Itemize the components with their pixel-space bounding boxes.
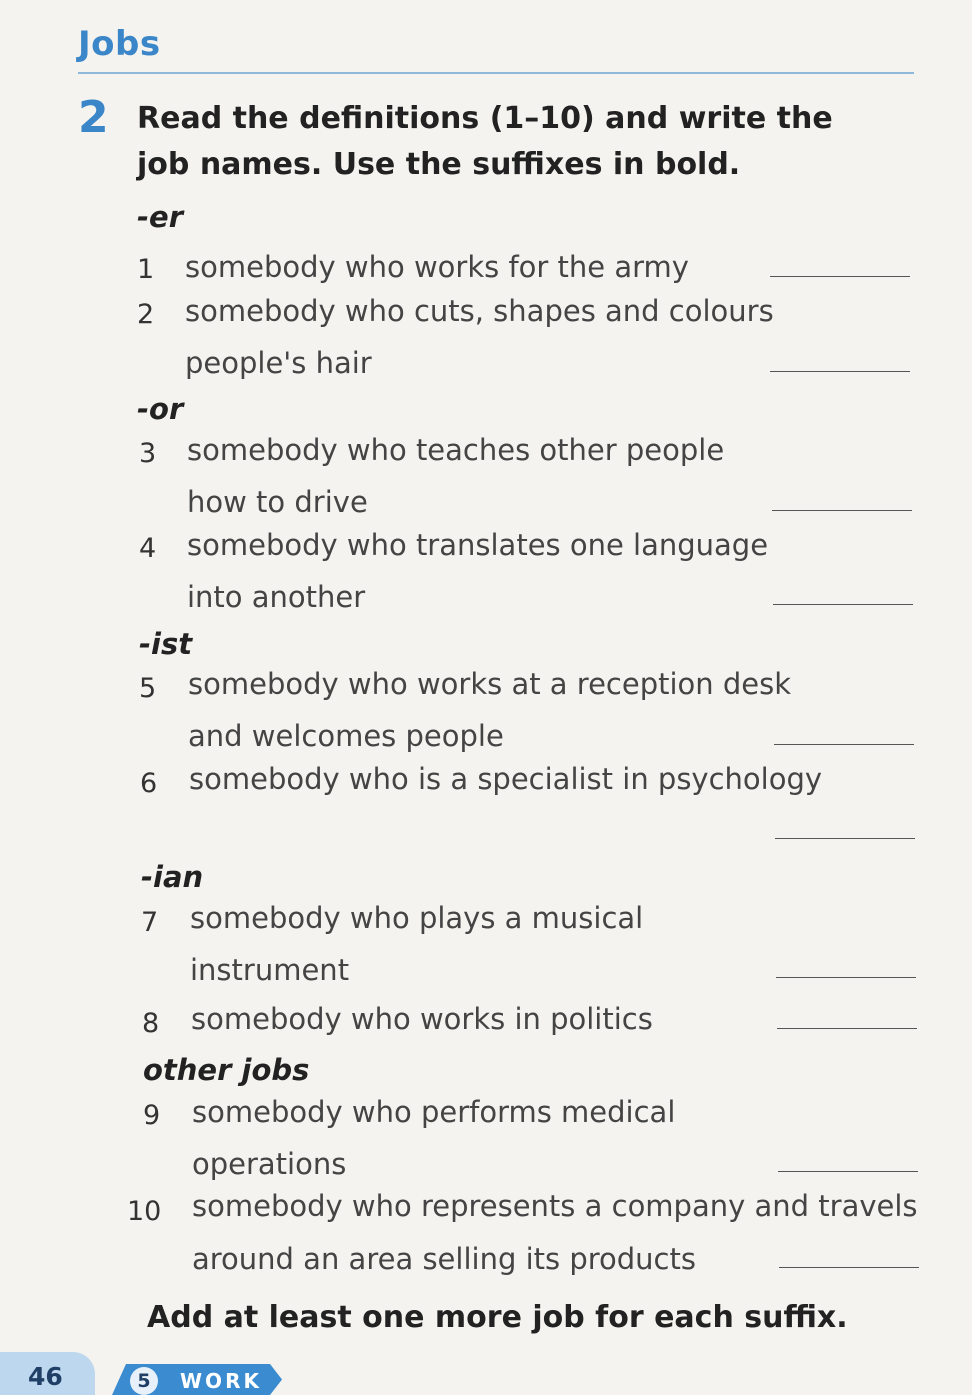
section-title: Jobs — [78, 24, 161, 64]
answer-blank-10[interactable] — [779, 1267, 919, 1268]
exercise-instruction: Read the definitions (1–10) and write the job names. Use the suffixes in bold. — [137, 101, 833, 182]
definition-1: somebody who works for the army — [185, 250, 689, 284]
definition-7-line-1: somebody who plays a musical — [190, 901, 644, 935]
item-number-1: 1 — [137, 254, 155, 285]
follow-up-instruction: Add at least one more job for each suffix. — [147, 1300, 848, 1335]
item-number-9: 9 — [143, 1100, 161, 1131]
definition-5-line-2: and welcomes people — [188, 719, 504, 753]
item-number-6: 6 — [140, 768, 158, 799]
definition-6: somebody who is a specialist in psychology — [189, 762, 823, 796]
suffix-heading-ian: -ian — [141, 860, 204, 894]
suffix-heading-or: -or — [137, 392, 184, 426]
definition-2-line-2: people's hair — [185, 346, 372, 380]
suffix-heading-er: -er — [137, 200, 184, 234]
definition-3-line-1: somebody who teaches other people — [187, 433, 725, 467]
unit-number: 5 — [130, 1367, 158, 1395]
answer-blank-5[interactable] — [774, 744, 914, 745]
definition-7-line-2: instrument — [190, 953, 350, 987]
exercise-number: 2 — [78, 92, 109, 143]
definition-4-line-1: somebody who translates one language — [187, 528, 769, 562]
definition-10-line-1: somebody who represents a company and travels — [192, 1189, 918, 1223]
definition-3-line-2: how to drive — [187, 485, 368, 519]
answer-blank-8[interactable] — [777, 1028, 917, 1029]
item-number-10: 10 — [127, 1196, 162, 1227]
unit-title: WORK — [180, 1369, 262, 1393]
item-number-3: 3 — [139, 438, 157, 469]
suffix-heading-other-jobs: other jobs — [143, 1053, 310, 1087]
item-number-2: 2 — [137, 299, 155, 330]
item-number-4: 4 — [139, 533, 157, 564]
definition-10-line-2: around an area selling its products — [192, 1242, 696, 1276]
page-number: 46 — [28, 1362, 63, 1391]
heading-divider — [78, 72, 914, 74]
answer-blank-4[interactable] — [773, 604, 913, 605]
answer-blank-7[interactable] — [776, 977, 916, 978]
item-number-8: 8 — [142, 1008, 160, 1039]
definition-2-line-1: somebody who cuts, shapes and colours — [185, 294, 774, 328]
definition-9-line-1: somebody who performs medical — [192, 1095, 676, 1129]
suffix-heading-ist: -ist — [139, 627, 193, 661]
definition-5-line-1: somebody who works at a reception desk — [188, 667, 792, 701]
answer-blank-9[interactable] — [778, 1171, 918, 1172]
item-number-7: 7 — [141, 907, 159, 938]
definition-4-line-2: into another — [187, 580, 366, 614]
answer-blank-2[interactable] — [770, 371, 910, 372]
answer-blank-6[interactable] — [775, 838, 915, 839]
definition-8: somebody who works in politics — [191, 1002, 653, 1036]
item-number-5: 5 — [139, 673, 157, 704]
answer-blank-1[interactable] — [770, 276, 910, 277]
answer-blank-3[interactable] — [772, 510, 912, 511]
definition-9-line-2: operations — [192, 1147, 347, 1181]
